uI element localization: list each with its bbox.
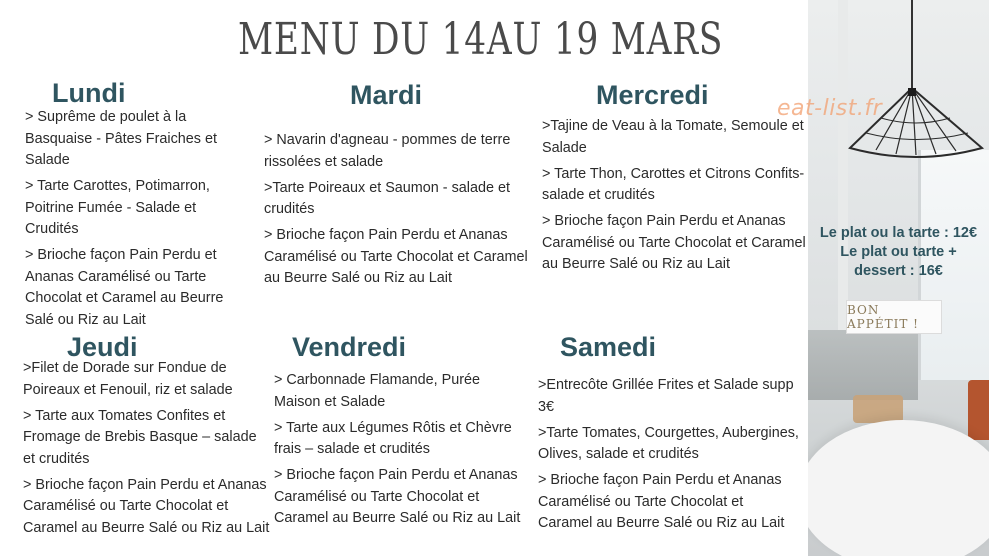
menu-item: >Entrecôte Grillée Frites et Salade supp 3€ bbox=[538, 377, 794, 415]
bon-appetit-sign: BON APPÉTIT ! bbox=[846, 300, 942, 334]
day-items-samedi bbox=[538, 375, 800, 539]
day-heading-jeudi: Jeudi bbox=[67, 332, 138, 362]
day-heading-mardi: Mardi bbox=[350, 80, 423, 110]
day-items-mercredi bbox=[542, 116, 806, 280]
menu-item: >Filet de Dorade sur Fondue de Poireaux et Fenouil, riz et salade bbox=[23, 360, 233, 398]
menu-item: > Suprême de poulet à la Basquaise - Pâtes Fraiches et Salade bbox=[25, 109, 217, 168]
menu-item: > Carbonnade Flamande, Purée Maison et Salade bbox=[274, 372, 481, 410]
photo-chair-red bbox=[968, 380, 989, 440]
lamp-cord bbox=[911, 0, 913, 90]
watermark: eat-list.fr bbox=[777, 96, 883, 121]
menu-item: > Tarte Thon, Carottes et Citrons Confits- salade et crudités bbox=[542, 165, 805, 203]
day-heading-samedi: Samedi bbox=[560, 332, 657, 362]
day-heading-lundi: Lundi bbox=[52, 78, 126, 108]
menu-item: >Tarte Tomates, Courgettes, Aubergines, Olives, salade et crudités bbox=[538, 424, 799, 462]
day-items-jeudi bbox=[23, 358, 271, 544]
day-items-lundi bbox=[25, 107, 247, 336]
menu-item: > Brioche façon Pain Perdu et Ananas Caramélisé ou Tarte Chocolat et Caramel au Beurre Salé ou Riz au Lait bbox=[264, 227, 528, 286]
menu-item: >Tarte Poireaux et Saumon - salade et crudités bbox=[264, 179, 510, 217]
menu-item: > Tarte Carottes, Potimarron, Poitrine Fumée - Salade et Crudités bbox=[25, 178, 210, 237]
menu-item: > Brioche façon Pain Perdu et Ananas Caramélisé ou Tarte Chocolat et Caramel au Beurre Salé ou Riz au Lait bbox=[542, 213, 806, 272]
day-items-vendredi bbox=[274, 370, 526, 534]
menu-item: > Navarin d'agneau - pommes de terre rissolées et salade bbox=[264, 132, 511, 170]
menu-item: >Tajine de Veau à la Tomate, Semoule et Salade bbox=[542, 118, 804, 156]
photo-table bbox=[808, 420, 989, 556]
day-heading-mercredi: Mercredi bbox=[596, 80, 709, 110]
photo-chair bbox=[853, 395, 903, 423]
price-box bbox=[808, 224, 989, 281]
menu-title: MENU DU 14AU 19 MARS bbox=[238, 14, 724, 65]
price-line-2: Le plat ou tarte + bbox=[840, 244, 957, 260]
price-line-3: dessert : 16€ bbox=[854, 263, 943, 279]
menu-item: > Brioche façon Pain Perdu et Ananas Caramélisé ou Tarte Chocolat et Caramel au Beurre Salé ou Riz au Lait bbox=[538, 472, 785, 531]
menu-item: > Tarte aux Tomates Confites et Fromage de Brebis Basque – salade et crudités bbox=[23, 407, 257, 467]
day-heading-vendredi: Vendredi bbox=[292, 332, 407, 362]
menu-item: > Brioche façon Pain Perdu et Ananas Caramélisé ou Tarte Chocolat et Caramel au Beurre Salé ou Riz au Lait bbox=[25, 247, 224, 328]
price-line-1: Le plat ou la tarte : 12€ bbox=[819, 225, 978, 241]
day-items-mardi bbox=[264, 130, 536, 294]
menu-item: > Brioche façon Pain Perdu et Ananas Caramélisé ou Tarte Chocolat et Caramel au Beurre Salé ou Riz au Lait bbox=[23, 476, 270, 536]
menu-item: > Tarte aux Légumes Rôtis et Chèvre frais – salade et crudités bbox=[274, 419, 512, 457]
menu-item: > Brioche façon Pain Perdu et Ananas Caramélisé ou Tarte Chocolat et Caramel au Beurre Salé ou Riz au Lait bbox=[274, 467, 521, 526]
photo-shelf bbox=[808, 330, 918, 400]
